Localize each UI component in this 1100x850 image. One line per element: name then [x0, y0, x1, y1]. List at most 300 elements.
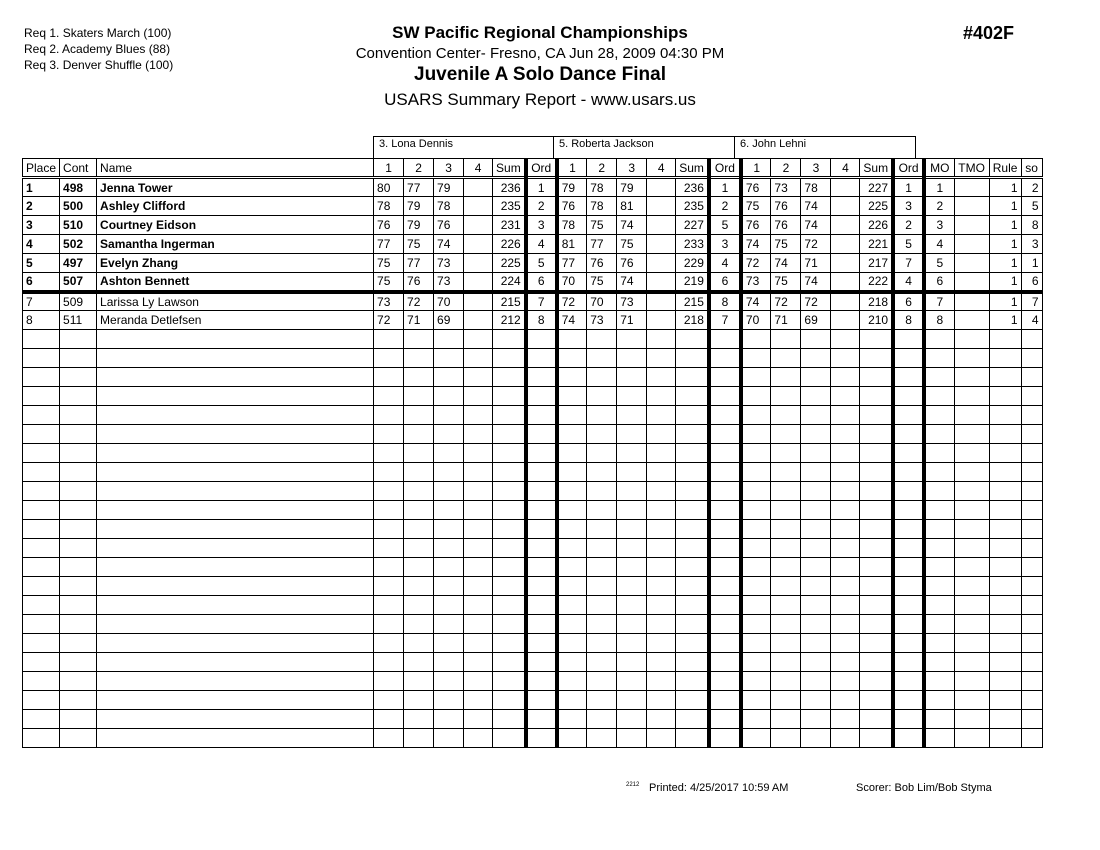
table-row — [23, 178, 1043, 197]
empty-cell — [647, 596, 676, 615]
contestant-number-cell: 498 — [60, 178, 97, 197]
judge-score-cell — [464, 254, 493, 273]
empty-cell — [771, 330, 801, 349]
empty-cell — [741, 330, 771, 349]
empty-cell — [464, 425, 493, 444]
empty-cell — [23, 691, 60, 710]
col-so: so — [1021, 159, 1042, 178]
judge-score-cell — [464, 311, 493, 330]
empty-cell — [647, 425, 676, 444]
empty-cell — [617, 463, 647, 482]
judge-score-cell: 76 — [741, 216, 771, 235]
empty-cell — [374, 330, 404, 349]
empty-cell — [860, 710, 893, 729]
empty-cell — [493, 349, 526, 368]
empty-cell — [434, 577, 464, 596]
empty-cell — [989, 330, 1021, 349]
empty-cell — [404, 539, 434, 558]
empty-cell — [404, 444, 434, 463]
empty-cell — [801, 729, 831, 748]
empty-cell — [709, 330, 741, 349]
empty-cell — [709, 653, 741, 672]
tmo-cell — [954, 178, 989, 197]
rule-cell: 1 — [989, 216, 1021, 235]
empty-cell — [404, 672, 434, 691]
judge-score-cell: 69 — [434, 311, 464, 330]
empty-cell — [97, 330, 374, 349]
empty-cell — [771, 349, 801, 368]
empty-cell — [23, 615, 60, 634]
empty-cell — [617, 539, 647, 558]
empty-cell — [434, 539, 464, 558]
empty-cell — [374, 444, 404, 463]
col-name: Name — [97, 159, 374, 178]
empty-cell — [464, 558, 493, 577]
empty-cell — [676, 653, 709, 672]
empty-cell — [954, 482, 989, 501]
judge-ordinal-cell: 3 — [526, 216, 557, 235]
judge-score-cell: 76 — [434, 216, 464, 235]
empty-cell — [404, 729, 434, 748]
rule-cell: 1 — [989, 197, 1021, 216]
empty-cell — [924, 482, 954, 501]
judge-sum-cell: 222 — [860, 273, 893, 292]
empty-cell — [831, 672, 860, 691]
empty-cell — [617, 615, 647, 634]
judge-score-cell: 75 — [404, 235, 434, 254]
empty-cell — [526, 463, 557, 482]
empty-cell — [60, 444, 97, 463]
empty-cell — [587, 463, 617, 482]
table-row — [23, 292, 1043, 311]
empty-cell — [924, 501, 954, 520]
judge-score-cell: 80 — [374, 178, 404, 197]
empty-cell — [557, 387, 587, 406]
empty-row — [23, 634, 1043, 653]
empty-cell — [831, 615, 860, 634]
table-row — [23, 254, 1043, 273]
empty-cell — [741, 729, 771, 748]
empty-cell — [831, 368, 860, 387]
judge-sum-cell: 218 — [860, 292, 893, 311]
table-row — [23, 197, 1043, 216]
empty-cell — [709, 368, 741, 387]
empty-cell — [617, 672, 647, 691]
empty-cell — [676, 425, 709, 444]
skater-name-cell: Ashley Clifford — [97, 197, 374, 216]
judge-score-cell: 81 — [557, 235, 587, 254]
empty-cell — [741, 444, 771, 463]
empty-cell — [676, 520, 709, 539]
rule-cell: 1 — [989, 178, 1021, 197]
empty-cell — [954, 653, 989, 672]
skater-name-cell: Evelyn Zhang — [97, 254, 374, 273]
empty-cell — [97, 577, 374, 596]
skate-order-cell: 7 — [1021, 292, 1042, 311]
empty-cell — [23, 520, 60, 539]
empty-cell — [464, 482, 493, 501]
empty-cell — [587, 387, 617, 406]
empty-cell — [647, 330, 676, 349]
mo-cell: 3 — [924, 216, 954, 235]
judge-score-cell: 70 — [434, 292, 464, 311]
empty-cell — [647, 444, 676, 463]
empty-cell — [97, 406, 374, 425]
empty-cell — [97, 349, 374, 368]
empty-cell — [801, 539, 831, 558]
empty-cell — [404, 501, 434, 520]
empty-cell — [741, 387, 771, 406]
empty-cell — [860, 596, 893, 615]
empty-cell — [709, 691, 741, 710]
empty-cell — [617, 596, 647, 615]
mo-cell: 7 — [924, 292, 954, 311]
empty-cell — [741, 558, 771, 577]
judge-score-cell: 74 — [741, 292, 771, 311]
empty-cell — [924, 463, 954, 482]
judge-ordinal-cell: 7 — [893, 254, 924, 273]
empty-cell — [557, 539, 587, 558]
empty-cell — [831, 330, 860, 349]
judge-score-cell: 75 — [374, 254, 404, 273]
empty-cell — [97, 539, 374, 558]
empty-cell — [924, 425, 954, 444]
empty-cell — [860, 577, 893, 596]
empty-cell — [989, 634, 1021, 653]
empty-cell — [587, 330, 617, 349]
empty-cell — [771, 520, 801, 539]
requirement-1: Req 1. Skaters March (100) — [24, 26, 172, 40]
judge-score-cell: 69 — [801, 311, 831, 330]
empty-cell — [557, 520, 587, 539]
col-judge2-sum: Sum — [676, 159, 709, 178]
tmo-cell — [954, 216, 989, 235]
empty-cell — [493, 425, 526, 444]
judge-sum-cell: 229 — [676, 254, 709, 273]
empty-cell — [801, 444, 831, 463]
empty-cell — [60, 482, 97, 501]
judge-sum-cell: 235 — [493, 197, 526, 216]
empty-cell — [1021, 596, 1042, 615]
empty-cell — [989, 406, 1021, 425]
empty-cell — [1021, 558, 1042, 577]
empty-cell — [709, 501, 741, 520]
judge-score-cell: 74 — [617, 216, 647, 235]
empty-cell — [893, 387, 924, 406]
empty-cell — [23, 482, 60, 501]
empty-cell — [771, 691, 801, 710]
empty-cell — [647, 691, 676, 710]
empty-cell — [924, 710, 954, 729]
empty-cell — [647, 672, 676, 691]
footer-mark: 2212 — [626, 782, 640, 788]
empty-cell — [1021, 482, 1042, 501]
judge-sum-cell: 226 — [860, 216, 893, 235]
empty-cell — [676, 501, 709, 520]
empty-cell — [831, 463, 860, 482]
empty-cell — [587, 577, 617, 596]
empty-cell — [1021, 349, 1042, 368]
empty-cell — [954, 634, 989, 653]
empty-cell — [60, 520, 97, 539]
col-judge1-ord: Ord — [526, 159, 557, 178]
empty-cell — [434, 615, 464, 634]
empty-cell — [434, 596, 464, 615]
rule-cell: 1 — [989, 273, 1021, 292]
judge-score-cell: 78 — [434, 197, 464, 216]
judge-sum-cell: 212 — [493, 311, 526, 330]
empty-cell — [404, 653, 434, 672]
empty-cell — [831, 691, 860, 710]
place-cell: 3 — [23, 216, 60, 235]
empty-row — [23, 615, 1043, 634]
empty-cell — [404, 634, 434, 653]
judge-ordinal-cell: 2 — [893, 216, 924, 235]
empty-cell — [617, 501, 647, 520]
empty-cell — [924, 349, 954, 368]
empty-cell — [924, 653, 954, 672]
judge-ordinal-cell: 8 — [709, 292, 741, 311]
judge-ordinal-cell: 4 — [526, 235, 557, 254]
judge-score-cell — [647, 292, 676, 311]
empty-cell — [557, 691, 587, 710]
empty-cell — [647, 558, 676, 577]
empty-cell — [1021, 387, 1042, 406]
empty-cell — [893, 425, 924, 444]
judge-score-cell: 76 — [404, 273, 434, 292]
empty-cell — [831, 349, 860, 368]
empty-cell — [374, 425, 404, 444]
skate-order-cell: 2 — [1021, 178, 1042, 197]
empty-cell — [404, 349, 434, 368]
empty-cell — [709, 710, 741, 729]
judge-score-cell: 77 — [404, 254, 434, 273]
empty-cell — [801, 349, 831, 368]
judge-score-cell: 73 — [771, 178, 801, 197]
judge-score-cell: 76 — [587, 254, 617, 273]
judge-score-cell: 73 — [434, 273, 464, 292]
empty-cell — [709, 387, 741, 406]
empty-cell — [97, 482, 374, 501]
empty-cell — [557, 672, 587, 691]
empty-cell — [557, 501, 587, 520]
empty-cell — [97, 558, 374, 577]
empty-cell — [557, 615, 587, 634]
empty-cell — [434, 672, 464, 691]
empty-cell — [647, 577, 676, 596]
place-cell: 1 — [23, 178, 60, 197]
empty-cell — [404, 520, 434, 539]
col-judge2-4: 4 — [647, 159, 676, 178]
empty-cell — [924, 444, 954, 463]
empty-cell — [557, 596, 587, 615]
empty-cell — [97, 387, 374, 406]
empty-cell — [741, 596, 771, 615]
empty-cell — [23, 539, 60, 558]
empty-cell — [587, 425, 617, 444]
empty-cell — [676, 330, 709, 349]
empty-cell — [676, 729, 709, 748]
judge-score-cell: 81 — [617, 197, 647, 216]
empty-cell — [831, 558, 860, 577]
empty-cell — [404, 558, 434, 577]
empty-cell — [741, 653, 771, 672]
empty-cell — [464, 672, 493, 691]
col-judge3-1: 1 — [741, 159, 771, 178]
empty-cell — [771, 596, 801, 615]
empty-cell — [617, 710, 647, 729]
empty-cell — [374, 710, 404, 729]
empty-cell — [374, 558, 404, 577]
empty-cell — [860, 387, 893, 406]
judge-score-cell: 79 — [434, 178, 464, 197]
empty-cell — [954, 710, 989, 729]
judge-score-cell — [647, 311, 676, 330]
empty-row — [23, 387, 1043, 406]
empty-cell — [526, 596, 557, 615]
empty-cell — [434, 349, 464, 368]
empty-cell — [493, 482, 526, 501]
empty-cell — [587, 520, 617, 539]
judge-score-cell: 70 — [741, 311, 771, 330]
judge-score-cell: 74 — [801, 197, 831, 216]
judge-score-cell: 74 — [741, 235, 771, 254]
empty-cell — [709, 482, 741, 501]
empty-cell — [404, 330, 434, 349]
empty-cell — [771, 406, 801, 425]
empty-cell — [831, 425, 860, 444]
empty-cell — [709, 577, 741, 596]
empty-cell — [1021, 615, 1042, 634]
empty-cell — [374, 349, 404, 368]
judge-score-cell: 74 — [801, 273, 831, 292]
empty-cell — [954, 406, 989, 425]
empty-cell — [1021, 520, 1042, 539]
empty-cell — [557, 729, 587, 748]
empty-cell — [404, 406, 434, 425]
empty-cell — [493, 634, 526, 653]
contestant-number-cell: 502 — [60, 235, 97, 254]
mo-cell: 1 — [924, 178, 954, 197]
empty-cell — [860, 463, 893, 482]
empty-cell — [60, 710, 97, 729]
empty-cell — [860, 653, 893, 672]
empty-cell — [493, 463, 526, 482]
empty-row — [23, 425, 1043, 444]
empty-cell — [676, 349, 709, 368]
col-tmo: TMO — [954, 159, 989, 178]
empty-cell — [801, 615, 831, 634]
judge-sum-cell: 221 — [860, 235, 893, 254]
empty-row — [23, 463, 1043, 482]
empty-cell — [617, 387, 647, 406]
empty-cell — [831, 577, 860, 596]
empty-cell — [676, 463, 709, 482]
col-mo: MO — [924, 159, 954, 178]
empty-cell — [831, 444, 860, 463]
rule-cell: 1 — [989, 254, 1021, 273]
empty-cell — [557, 634, 587, 653]
tmo-cell — [954, 273, 989, 292]
empty-cell — [374, 596, 404, 615]
empty-cell — [587, 558, 617, 577]
judge-score-cell: 77 — [404, 178, 434, 197]
empty-cell — [374, 406, 404, 425]
empty-cell — [617, 558, 647, 577]
judge-score-cell: 73 — [741, 273, 771, 292]
empty-cell — [954, 444, 989, 463]
empty-cell — [493, 653, 526, 672]
skate-order-cell: 3 — [1021, 235, 1042, 254]
place-cell: 2 — [23, 197, 60, 216]
empty-cell — [587, 539, 617, 558]
col-place: Place — [23, 159, 60, 178]
empty-cell — [557, 406, 587, 425]
empty-row — [23, 653, 1043, 672]
empty-cell — [860, 672, 893, 691]
empty-cell — [771, 482, 801, 501]
empty-cell — [404, 482, 434, 501]
empty-cell — [741, 368, 771, 387]
judge-score-cell: 70 — [587, 292, 617, 311]
col-judge1-1: 1 — [374, 159, 404, 178]
empty-cell — [893, 672, 924, 691]
empty-cell — [954, 463, 989, 482]
empty-cell — [1021, 463, 1042, 482]
empty-cell — [1021, 653, 1042, 672]
printed-timestamp: Printed: 4/25/2017 10:59 AM — [649, 782, 789, 794]
col-judge2-3: 3 — [617, 159, 647, 178]
judge-score-cell: 70 — [557, 273, 587, 292]
empty-cell — [587, 653, 617, 672]
empty-cell — [741, 425, 771, 444]
empty-cell — [989, 425, 1021, 444]
empty-row — [23, 444, 1043, 463]
empty-cell — [23, 463, 60, 482]
empty-cell — [860, 729, 893, 748]
judge-score-cell — [831, 235, 860, 254]
empty-cell — [557, 577, 587, 596]
table-row — [23, 273, 1043, 292]
judge-score-cell: 76 — [374, 216, 404, 235]
event-code: #402F — [963, 23, 1015, 43]
empty-cell — [526, 387, 557, 406]
empty-cell — [647, 520, 676, 539]
judge-score-cell — [831, 254, 860, 273]
empty-cell — [97, 615, 374, 634]
empty-cell — [676, 710, 709, 729]
judge-score-cell: 77 — [557, 254, 587, 273]
judge-score-cell — [647, 235, 676, 254]
judge-ordinal-cell: 4 — [709, 254, 741, 273]
rule-cell: 1 — [989, 292, 1021, 311]
empty-cell — [464, 539, 493, 558]
judge-score-cell — [647, 273, 676, 292]
empty-cell — [464, 349, 493, 368]
empty-cell — [893, 520, 924, 539]
empty-cell — [709, 558, 741, 577]
empty-cell — [709, 634, 741, 653]
empty-cell — [617, 482, 647, 501]
empty-cell — [801, 596, 831, 615]
empty-cell — [587, 729, 617, 748]
empty-cell — [801, 672, 831, 691]
empty-cell — [434, 653, 464, 672]
empty-cell — [801, 520, 831, 539]
empty-cell — [676, 672, 709, 691]
empty-cell — [989, 577, 1021, 596]
empty-cell — [97, 729, 374, 748]
